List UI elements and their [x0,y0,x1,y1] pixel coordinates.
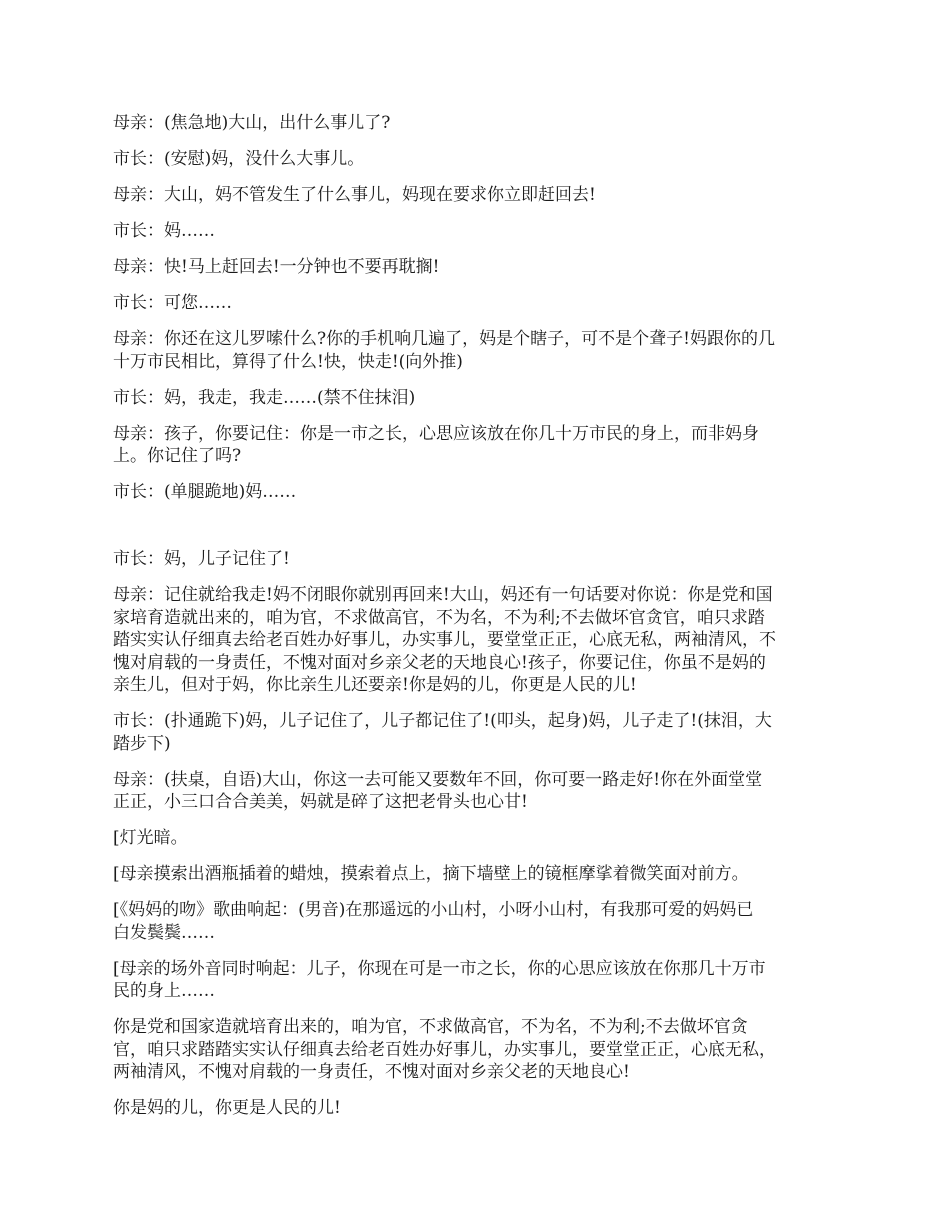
paragraph: 市长：妈，我走，我走……(禁不住抹泪) [113,387,416,408]
paragraph: 市长：(单腿跪地)妈…… [113,482,297,502]
paragraph: 母亲：你还在这儿罗嗦什么?你的手机响几遍了，妈是个瞎子，可不是个聋子!妈跟你的几 十万市民相比，算得了什么!快，快走!(向外推) [113,329,775,372]
dialogue-block-1 [113,112,841,517]
paragraph: [母亲摸索出酒瓶插着的蜡烛，摸索着点上，摘下墙壁上的镜框摩挲着微笑面对前方。 [113,864,749,884]
paragraph: [母亲的场外音同时响起：儿子，你现在可是一市之长，你的心思应该放在你那几十万市 民的身上…… [113,958,766,1001]
paragraph: 母亲：快!马上赶回去!一分钟也不要再耽搁! [113,257,440,277]
paragraph: 母亲：记住就给我走!妈不闭眼你就别再回来!大山，妈还有一句话要对你说：你是党和国 家培育造就出来的，咱为官，不求做高官，不为名，不为利;不去做坏官贪官，咱只求踏 踏实实认仔细真去给老百姓办好事儿，办实事儿，要堂堂正正，心底无私，两袖清风，不 愧对肩载的一身责任，不愧对面对乡亲父老的天地良心!孩子，你要记住，你虽不是妈的 亲生儿，但对于妈，你比亲生儿还要亲!你是妈的儿，你更是人民的儿! [113,585,776,695]
paragraph: 市长：可您…… [113,293,232,313]
paragraph: 母亲：(焦急地)大山，出什么事儿了? [113,113,391,133]
paragraph: 母亲：(扶桌，自语)大山，你这一去可能又要数年不回，你可要一路走好!你在外面堂堂 正正，小三口合合美美，妈就是碎了这把老骨头也心甘! [113,769,763,812]
paragraph: [《妈妈的吻》歌曲响起：(男音)在那遥远的小山村，小呀小山村，有我那可爱的妈妈已 白发鬓鬓…… [113,900,754,943]
paragraph: 母亲：大山，妈不管发生了什么事儿，妈现在要求你立即赶回去! [113,185,596,205]
paragraph: 母亲：孩子，你要记住：你是一市之长，心思应该放在你几十万市民的身上，而非妈身 上。你记住了吗? [113,423,759,466]
dialogue-block-2 [113,548,841,1133]
paragraph: [灯光暗。 [113,828,188,848]
paragraph: 市长：(扑通跪下)妈，儿子记住了，儿子都记住了!(叩头，起身)妈，儿子走了!(抹泪，大 踏步下) [113,711,772,754]
paragraph: 你是党和国家造就培育出来的，咱为官，不求做高官，不为名，不为利;不去做坏官贪 官，咱只求踏踏实实认仔细真去给老百姓办好事儿，办实事儿，要堂堂正正，心底无私， 两袖清风，不愧对肩载的一身责任，不愧对面对乡亲父老的天地良心! [113,1017,776,1082]
paragraph: 你是妈的儿，你更是人民的儿! [113,1098,341,1118]
paragraph: 市长：妈…… [113,221,215,241]
paragraph: 市长：(安慰)妈，没什么大事儿。 [113,149,365,169]
paragraph: 市长：妈，儿子记住了! [113,549,290,569]
